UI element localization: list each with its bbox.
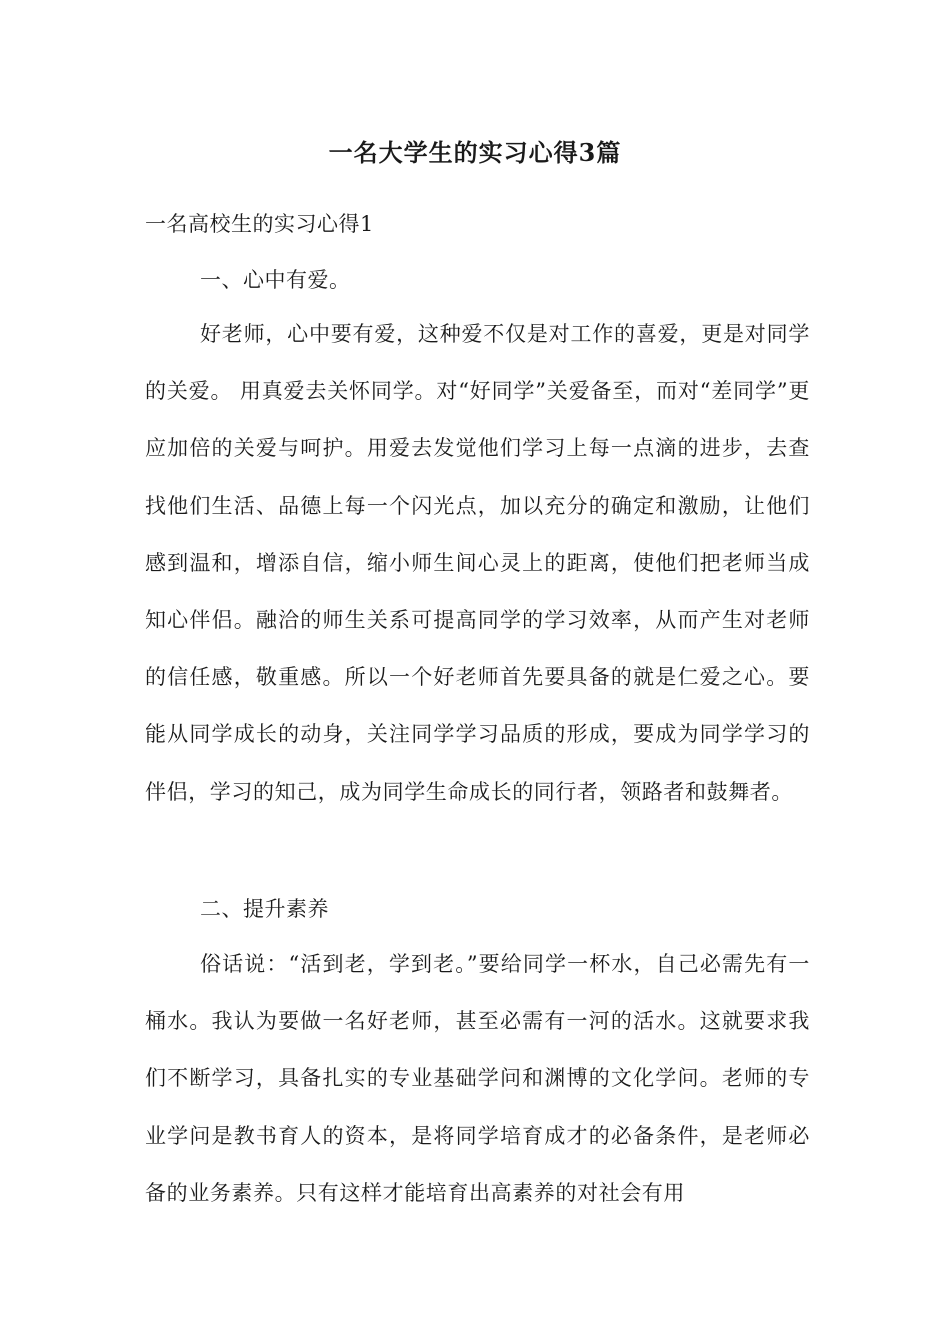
section-paragraph-2: 俗话说：“活到老，学到老。”要给同学一杯水，自己必需先有一桶水。我认为要做一名好老师，甚至必需有一河的活水。这就要求我们不断学习，具备扎实的专业基础学问和渊博的文化学问。老师的专业学问是教书育人的资本，是将同学培育成才的必备条件，是老师必备的业务素养。只有这样才能培育出高素养的对社会有用 <box>145 952 810 1205</box>
document-title: 一名大学生的实习心得3篇 <box>328 138 622 167</box>
document-subtitle: 一名高校生的实习心得1 <box>145 212 374 236</box>
section-paragraph-1: 好老师，心中要有爱，这种爱不仅是对工作的喜爱，更是对同学的关爱。 用真爱去关怀同学。对“好同学”关爱备至，而对“差同学”更应加倍的关爱与呵护。用爱去发觉他们学习上每一点滴的进步，去查找他们生活、品德上每一个闪光点，加以充分的确定和激励，让他们感到温和，增添自信，缩小师生间心灵上的距离，使他们把老师当成知心伴侣。融洽的师生关系可提高同学的学习效率，从而产生对老师的信任感，敬重感。所以一个好老师首先要具备的就是仁爱之心。要能从同学成长的动身，关注同学学习品质的形成，要成为同学学习的伴侣，学习的知己，成为同学生命成长的同行者，领路者和鼓舞者。 <box>145 322 810 804</box>
section-heading-2: 二、提升素养 <box>200 897 329 921</box>
section-heading-1: 一、心中有爱。 <box>200 268 351 292</box>
